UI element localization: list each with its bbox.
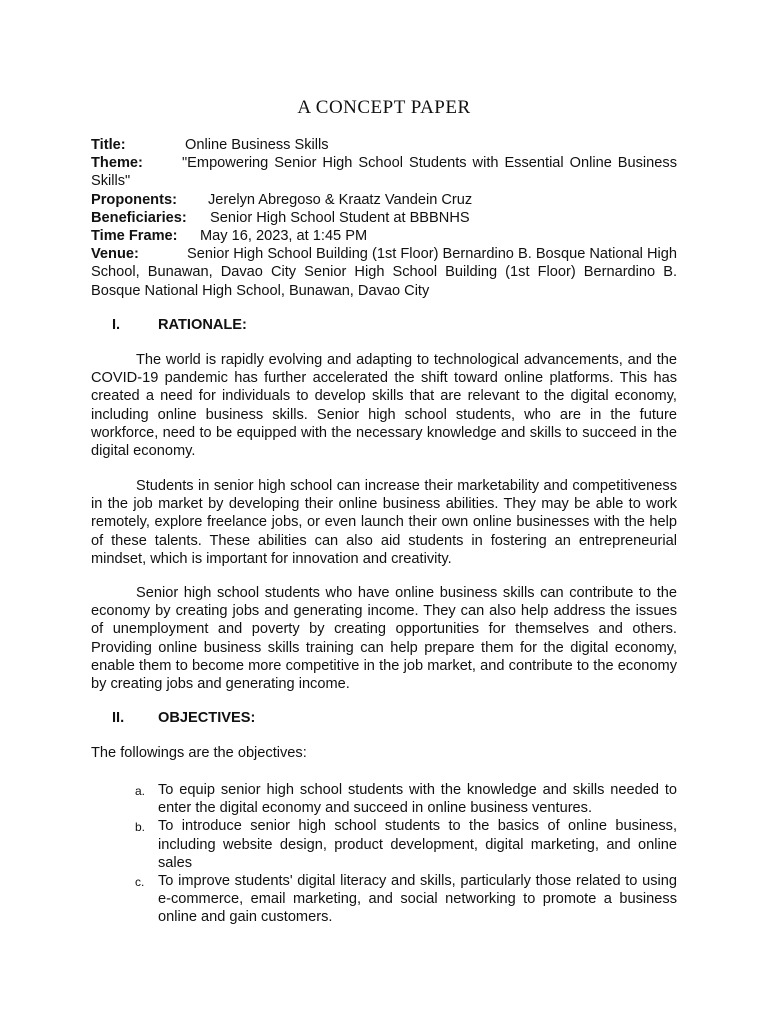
rationale-paragraph: Senior high school students who have online business skills can contribute to the economy by creating jobs and generating income. They can also help address the issues of unemployment and poverty by creating opportunities for themselves and others. Providing online business skills training can help prepare them for the digital economy, enable them to become more competitive in the job market, and contribute to the economy by creating jobs and generating income. [91, 585, 677, 693]
section-title: RATIONALE: [158, 317, 247, 333]
section-title: OBJECTIVES: [158, 710, 256, 726]
meta-proponents-row [91, 191, 677, 209]
list-marker: a. [135, 784, 146, 798]
objectives-list [91, 781, 677, 927]
meta-value: "Empowering Senior High School Students with Essential Online Business Skills" [91, 155, 677, 190]
meta-value: Senior High School Student at BBBNHS [210, 209, 470, 226]
concept-paper-details [91, 136, 677, 300]
list-marker: c. [135, 875, 145, 890]
meta-label: Venue: [91, 246, 139, 263]
meta-title-row [91, 136, 677, 154]
meta-label: Time Frame: [91, 228, 178, 245]
section-number: II. [112, 710, 125, 726]
meta-beneficiaries-row [91, 209, 677, 227]
objective-text: To improve students' digital literacy and skills, particularly those related to using e-commerce, email marketing, and social networking to promote a business online and gain customers. [158, 873, 677, 926]
meta-value: Jerelyn Abregoso & Kraatz Vandein Cruz [208, 191, 473, 208]
objectives-intro: The followings are the objectives: [91, 745, 307, 761]
meta-theme-row [91, 154, 677, 190]
section-number: I. [112, 317, 121, 333]
objective-item [91, 872, 677, 927]
meta-venue-row [91, 245, 677, 300]
section-heading-objectives [112, 709, 255, 727]
meta-label: Proponents: [91, 191, 177, 208]
rationale-paragraph: Students in senior high school can increase their marketability and competitiveness in the job market by developing their online business abilities. They may be able to work remotely, explore freelance jobs, or even launch their own online businesses with the help of these talents. These abilities can also aid students in fostering an entrepreneurial mindset, which is important for innovation and creativity. [91, 478, 677, 567]
meta-value: May 16, 2023, at 1:45 PM [200, 228, 368, 245]
list-marker: b. [135, 820, 146, 835]
meta-value: Senior High School Building (1st Floor) Bernardino B. Bosque National High School, Bunawan, Davao City Senior High School Building (1st Floor) Bernardino B. Bosque National High School, Bunawan, Davao City [91, 246, 677, 299]
meta-label: Beneficiaries: [91, 209, 187, 226]
section-heading-rationale [112, 316, 247, 334]
objective-item [91, 817, 677, 872]
meta-label: Theme: [91, 155, 143, 172]
objective-text: To introduce senior high school students to the basics of online business, including website design, product development, digital marketing, and online sales [158, 818, 677, 871]
document-title: A CONCEPT PAPER [297, 97, 471, 118]
meta-label: Title: [91, 137, 126, 153]
rationale-paragraph: The world is rapidly evolving and adapting to technological advancements, and the COVID-19 pandemic has further accelerated the shift toward online platforms. This has created a need for individuals to develop skills that are relevant to the digital economy, including online business skills. Senior high school students, who are in the future workforce, need to be equipped with the necessary knowledge and skills to succeed in the digital economy. [91, 352, 677, 460]
objective-text: To equip senior high school students with the knowledge and skills needed to enter the digital economy and succeed in online business ventures. [158, 782, 677, 817]
meta-time-frame-row [91, 227, 677, 245]
objective-item [91, 781, 677, 817]
meta-value: Online Business Skills [185, 137, 329, 153]
